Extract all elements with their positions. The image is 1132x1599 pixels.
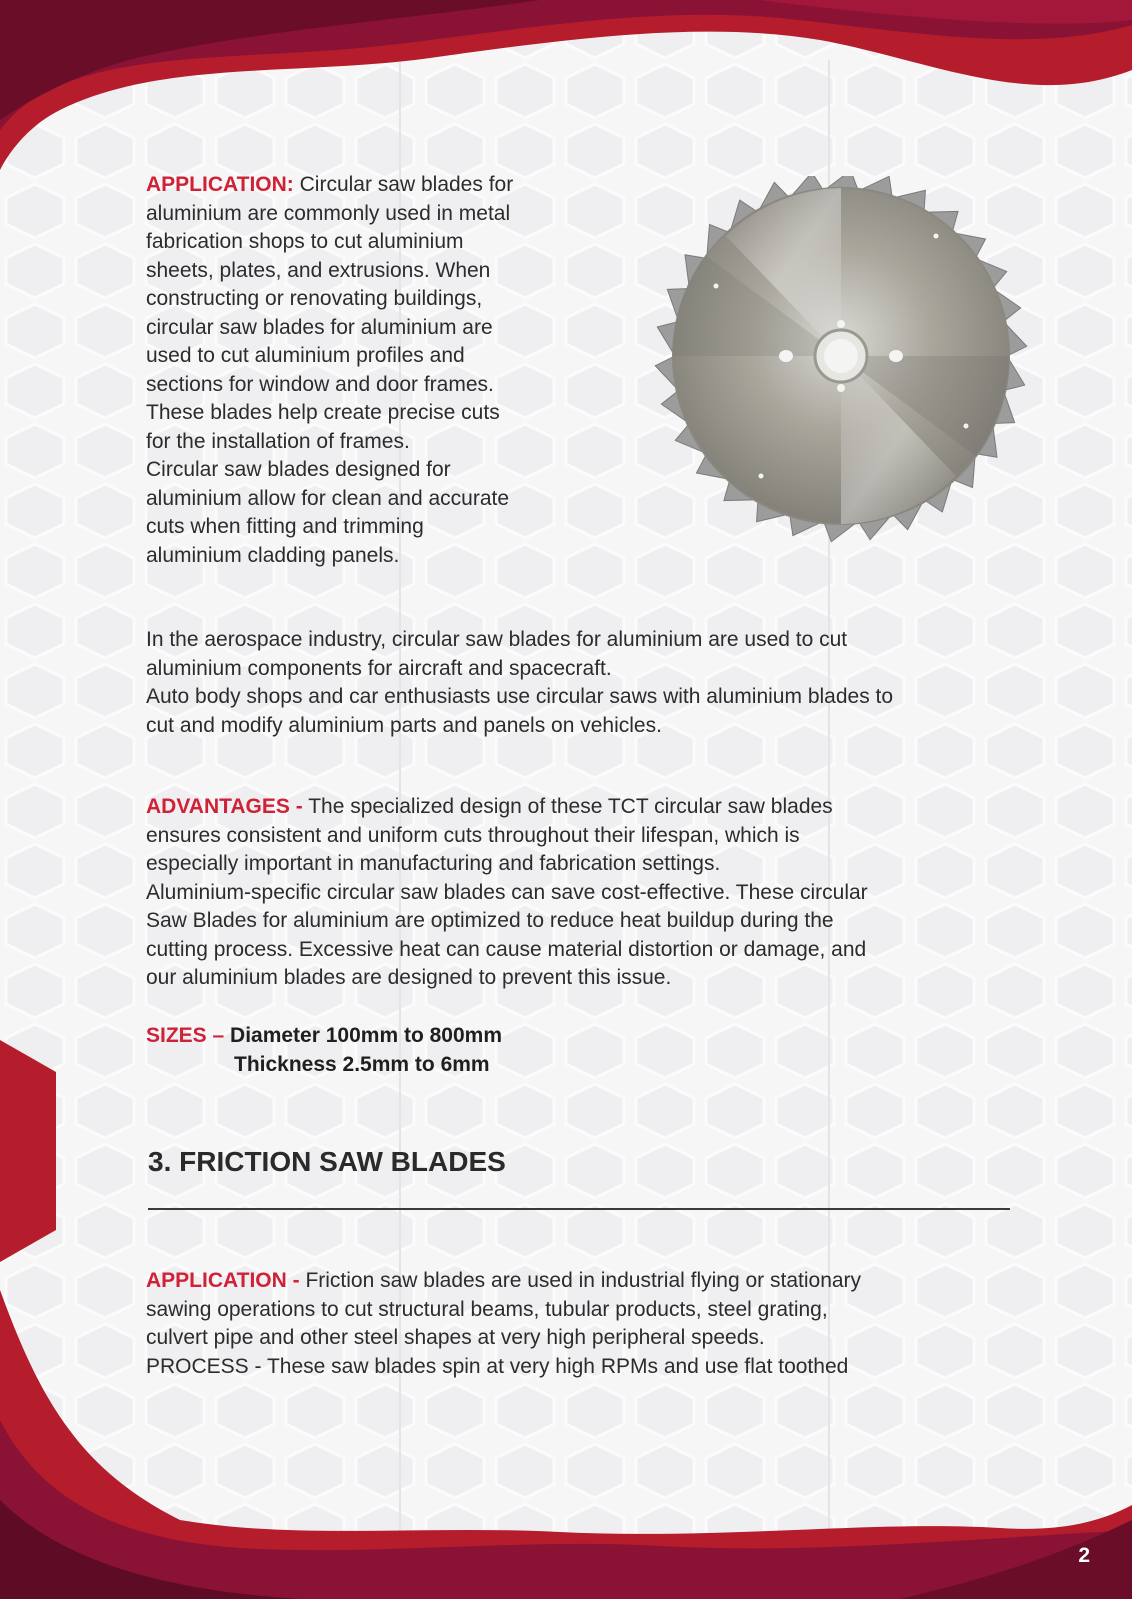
- text-line: In the aerospace industry, circular saw blades for aluminium are used to cut: [146, 628, 848, 651]
- text-line: especially important in manufacturing and fabrication settings.: [146, 852, 721, 875]
- heading-divider: [148, 1208, 1010, 1210]
- application-paragraph: [146, 171, 576, 570]
- text-line: for the installation of frames.: [146, 429, 410, 453]
- text-line: These blades help create precise cuts: [146, 401, 500, 424]
- friction-application-paragraph: [146, 1267, 1026, 1381]
- text-line: Aluminium-specific circular saw blades can save cost-effective. These circular: [146, 880, 868, 904]
- text-line: culvert pipe and other steel shapes at very high peripheral speeds.: [146, 1326, 765, 1349]
- application-label: APPLICATION:: [146, 173, 294, 196]
- text-line: Circular saw blades designed for: [146, 458, 451, 481]
- text-line: cut and modify aluminium parts and panels on vehicles.: [146, 713, 662, 737]
- page-number: 2: [1078, 1544, 1090, 1567]
- thickness-value: Thickness 2.5mm to 6mm: [234, 1052, 490, 1076]
- text-line: PROCESS - These saw blades spin at very high RPMs and use flat toothed: [146, 1354, 849, 1378]
- text-line: used to cut aluminium profiles and: [146, 344, 465, 367]
- text-line: constructing or renovating buildings,: [146, 287, 483, 310]
- text-line: ensures consistent and uniform cuts throughout their lifespan, which is: [146, 823, 800, 847]
- circular-saw-blade-icon: [646, 176, 1046, 546]
- diameter-value: Diameter 100mm to 800mm: [230, 1024, 502, 1047]
- text-line: Circular saw blades for: [293, 173, 514, 196]
- text-line: cutting process. Excessive heat can cause material distortion or damage, and: [146, 937, 867, 961]
- text-line: Friction saw blades are used in industrial flying or stationary: [299, 1269, 862, 1292]
- text-line: cuts when fitting and trimming: [146, 515, 424, 538]
- text-line: The specialized design of these TCT circular saw blades: [302, 795, 833, 818]
- text-line: Auto body shops and car enthusiasts use circular saws with aluminium blades to: [146, 685, 894, 708]
- text-line: fabrication shops to cut aluminium: [146, 230, 464, 253]
- aerospace-paragraph: [146, 626, 1026, 740]
- section-heading: 3. FRICTION SAW BLADES: [148, 1146, 506, 1177]
- text-line: aluminium cladding panels.: [146, 543, 400, 567]
- advantages-paragraph: [146, 793, 1026, 993]
- text-line: circular saw blades for aluminium are: [146, 315, 493, 339]
- text-line: sections for window and door frames.: [146, 372, 494, 396]
- text-line: Saw Blades for aluminium are optimized to reduce heat buildup during the: [146, 909, 834, 932]
- text-line: sawing operations to cut structural beams, tubular products, steel grating,: [146, 1297, 828, 1321]
- text-line: aluminium components for aircraft and spacecraft.: [146, 656, 612, 680]
- advantages-label: ADVANTAGES -: [146, 795, 303, 818]
- text-line: aluminium allow for clean and accurate: [146, 486, 510, 510]
- sizes-label: SIZES –: [146, 1024, 231, 1047]
- sizes-block: [146, 1022, 502, 1079]
- text-line: sheets, plates, and extrusions. When: [146, 258, 491, 282]
- text-line: our aluminium blades are designed to prevent this issue.: [146, 966, 672, 989]
- application-label: APPLICATION -: [146, 1269, 300, 1292]
- text-line: aluminium are commonly used in metal: [146, 201, 511, 225]
